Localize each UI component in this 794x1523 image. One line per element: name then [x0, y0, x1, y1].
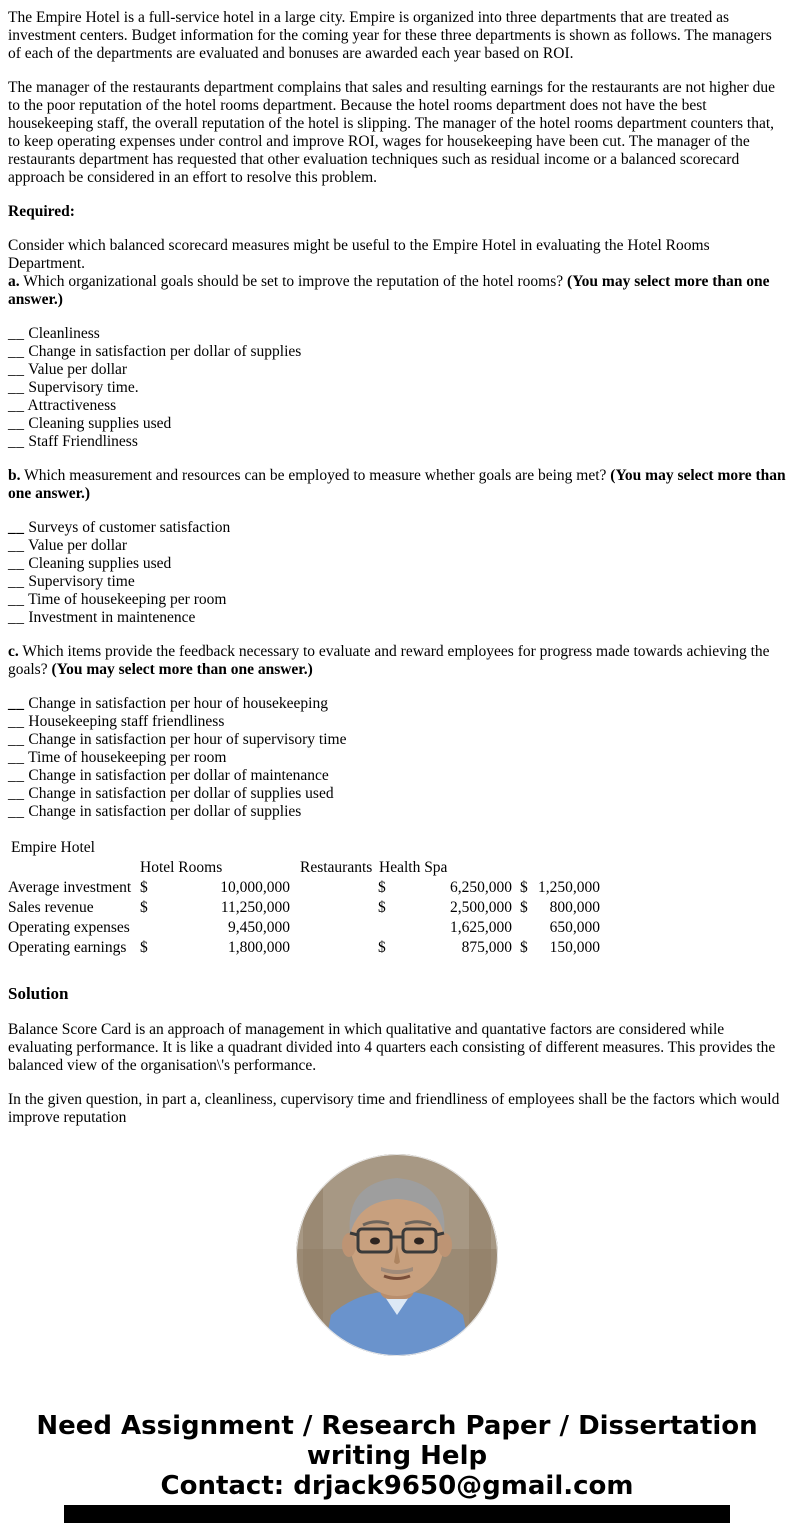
option-label: Value per dollar	[28, 537, 128, 554]
answer-option	[8, 731, 786, 749]
avatar	[8, 1153, 786, 1359]
answer-blank: __	[8, 695, 25, 712]
option-label: Cleanliness	[28, 325, 100, 342]
question-a-letter: a.	[8, 273, 20, 290]
column-header-restaurants: Restaurants	[300, 859, 373, 876]
question-b-note: (You may select more than one answer.)	[8, 467, 786, 502]
answer-option	[8, 573, 786, 591]
answer-option	[8, 803, 786, 821]
currency-sign: $	[140, 899, 148, 916]
option-label: Cleaning supplies used	[28, 415, 172, 432]
row-label: Operating expenses	[8, 919, 130, 936]
currency-sign: $	[140, 879, 148, 896]
table-header-row	[8, 859, 786, 879]
answer-option	[8, 379, 786, 397]
amount-cell	[520, 939, 600, 959]
question-c-text: Which items provide the feedback necessary to evaluate and reward employees for progress made towards achieving the goals?	[8, 643, 770, 678]
answer-blank: __	[8, 803, 25, 820]
amount-value: 800,000	[549, 899, 600, 916]
answer-option	[8, 433, 786, 451]
question-b-letter: b.	[8, 467, 21, 484]
answer-option	[8, 325, 786, 343]
currency-sign: $	[140, 939, 148, 956]
currency-sign: $	[520, 899, 528, 916]
amount-value: 650,000	[549, 919, 600, 936]
question-a	[8, 273, 786, 309]
amount-cell	[140, 919, 290, 939]
intro-paragraph-2: The manager of the restaurants department complains that sales and resulting earnings for the restaurants are not higher due to the poor reputation of the hotel rooms department. Because the hotel rooms department does not have the best housekeeping staff, the overall reputation of the hotel is slipping. The manager of the hotel rooms department counters that, to keep operating expenses under control and improve ROI, wages for housekeeping have been cut. The manager of the restaurants department has requested that other evaluation techniques such as residual income or a balanced scorecard approach be considered in an effort to resolve this problem.	[8, 79, 775, 186]
option-label: Value per dollar	[28, 361, 128, 378]
answer-blank: __	[8, 397, 25, 414]
option-label: Change in satisfaction per dollar of supplies used	[28, 785, 334, 802]
answer-blank: __	[8, 785, 25, 802]
question-a-text: Which organizational goals should be set to improve the reputation of the hotel rooms?	[19, 273, 568, 290]
question-c	[8, 643, 786, 679]
options-list-a	[8, 325, 786, 451]
required-label: Required:	[8, 203, 75, 220]
currency-sign: $	[520, 939, 528, 956]
amount-cell	[378, 919, 512, 939]
amount-cell	[520, 919, 600, 939]
intro-paragraph-1: The Empire Hotel is a full-service hotel in a large city. Empire is organized into three departments that are treated as investment centers. Budget information for the coming year for these three departments is shown as follows. The managers of each of the departments are evaluated and bonuses are awarded each year based on ROI.	[8, 9, 772, 62]
answer-option	[8, 609, 786, 627]
amount-cell	[378, 939, 512, 959]
option-label: Change in satisfaction per hour of housekeeping	[28, 695, 328, 712]
question-a-note: (You may select more than one answer.)	[8, 273, 770, 308]
amount-value: 10,000,000	[220, 879, 290, 896]
amount-value: 6,250,000	[450, 879, 512, 896]
answer-option	[8, 415, 786, 433]
question-b-text: Which measurement and resources can be employed to measure whether goals are being met?	[20, 467, 611, 484]
footer-heading: Need Assignment / Research Paper / Dissertation writing Help	[36, 1411, 758, 1471]
amount-value: 1,800,000	[228, 939, 290, 956]
answer-option	[8, 555, 786, 573]
answer-blank: __	[8, 343, 25, 360]
column-header-health-spa: Health Spa	[379, 859, 448, 876]
answer-blank: __	[8, 749, 25, 766]
answer-blank: __	[8, 433, 25, 450]
amount-value: 9,450,000	[228, 919, 290, 936]
options-list-b	[8, 519, 786, 627]
amount-value: 1,625,000	[450, 919, 512, 936]
option-label: Staff Friendliness	[28, 433, 138, 450]
answer-blank: __	[8, 325, 25, 342]
option-label: Housekeeping staff friendliness	[28, 713, 225, 730]
solution-paragraph-1: Balance Score Card is an approach of management in which qualitative and quantative factors are considered while evaluating performance. It is like a quadrant divided into 4 quarters each consisting of different measures. This provides the balanced view of the organisation\'s performance.	[8, 1021, 776, 1074]
person-photo	[295, 1153, 499, 1357]
question-b	[8, 467, 786, 503]
amount-cell	[140, 939, 290, 959]
column-header-hotel-rooms: Hotel Rooms	[140, 859, 223, 876]
question-c-note: (You may select more than one answer.)	[51, 661, 313, 678]
amount-cell	[520, 899, 600, 919]
option-label: Supervisory time	[28, 573, 135, 590]
amount-value: 11,250,000	[220, 899, 290, 916]
option-label: Surveys of customer satisfaction	[28, 519, 231, 536]
amount-cell	[140, 879, 290, 899]
footer	[16, 1411, 778, 1501]
amount-cell	[140, 899, 290, 919]
amount-cell	[378, 879, 512, 899]
answer-option	[8, 749, 786, 767]
option-label: Attractiveness	[27, 397, 117, 414]
solution-heading: Solution	[8, 984, 69, 1003]
answer-blank: __	[8, 713, 25, 730]
answer-option	[8, 591, 786, 609]
amount-value: 1,250,000	[538, 879, 600, 896]
answer-option	[8, 361, 786, 379]
currency-sign: $	[378, 899, 386, 916]
table-row	[8, 919, 786, 939]
row-label: Sales revenue	[8, 899, 94, 916]
option-label: Investment in maintenence	[28, 609, 196, 626]
option-label: Cleaning supplies used	[28, 555, 172, 572]
option-label: Change in satisfaction per dollar of maintenance	[28, 767, 329, 784]
option-label: Time of housekeeping per room	[28, 591, 227, 608]
currency-sign: $	[378, 879, 386, 896]
amount-cell	[520, 879, 600, 899]
amount-cell	[378, 899, 512, 919]
option-label: Supervisory time.	[28, 379, 139, 396]
answer-blank: __	[8, 591, 25, 608]
answer-blank: __	[8, 361, 25, 378]
footer-contact: Contact: drjack9650@gmail.com	[160, 1471, 634, 1501]
answer-option	[8, 713, 786, 731]
answer-option	[8, 695, 786, 713]
financial-table	[8, 839, 786, 959]
solution-paragraph-2: In the given question, in part a, cleanliness, cupervisory time and friendliness of employees shall be the factors which would improve reputation	[8, 1091, 780, 1126]
options-list-c	[8, 695, 786, 821]
answer-blank: __	[8, 519, 25, 536]
table-row	[8, 939, 786, 959]
option-label: Change in satisfaction per dollar of supplies	[28, 343, 302, 360]
answer-option	[8, 343, 786, 361]
answer-blank: __	[8, 415, 25, 432]
currency-sign: $	[520, 879, 528, 896]
answer-option	[8, 767, 786, 785]
answer-blank: __	[8, 537, 25, 554]
amount-value: 150,000	[549, 939, 600, 956]
option-label: Time of housekeeping per room	[28, 749, 227, 766]
option-label: Change in satisfaction per hour of supervisory time	[28, 731, 347, 748]
answer-option	[8, 519, 786, 537]
row-label: Operating earnings	[8, 939, 127, 956]
row-label: Average investment	[8, 879, 132, 896]
answer-blank: __	[8, 609, 25, 626]
bottom-bar	[64, 1505, 730, 1523]
answer-blank: __	[8, 767, 25, 784]
answer-option	[8, 785, 786, 803]
answer-blank: __	[8, 573, 25, 590]
answer-blank: __	[8, 555, 25, 572]
consider-text: Consider which balanced scorecard measures might be useful to the Empire Hotel in evaluating the Hotel Rooms Department.	[8, 237, 710, 272]
question-c-letter: c.	[8, 643, 19, 660]
answer-option	[8, 397, 786, 415]
table-row	[8, 879, 786, 899]
amount-value: 875,000	[461, 939, 512, 956]
answer-blank: __	[8, 731, 25, 748]
table-title: Empire Hotel	[11, 839, 95, 856]
table-row	[8, 899, 786, 919]
amount-value: 2,500,000	[450, 899, 512, 916]
answer-blank: __	[8, 379, 25, 396]
option-label: Change in satisfaction per dollar of supplies	[28, 803, 302, 820]
answer-option	[8, 537, 786, 555]
currency-sign: $	[378, 939, 386, 956]
